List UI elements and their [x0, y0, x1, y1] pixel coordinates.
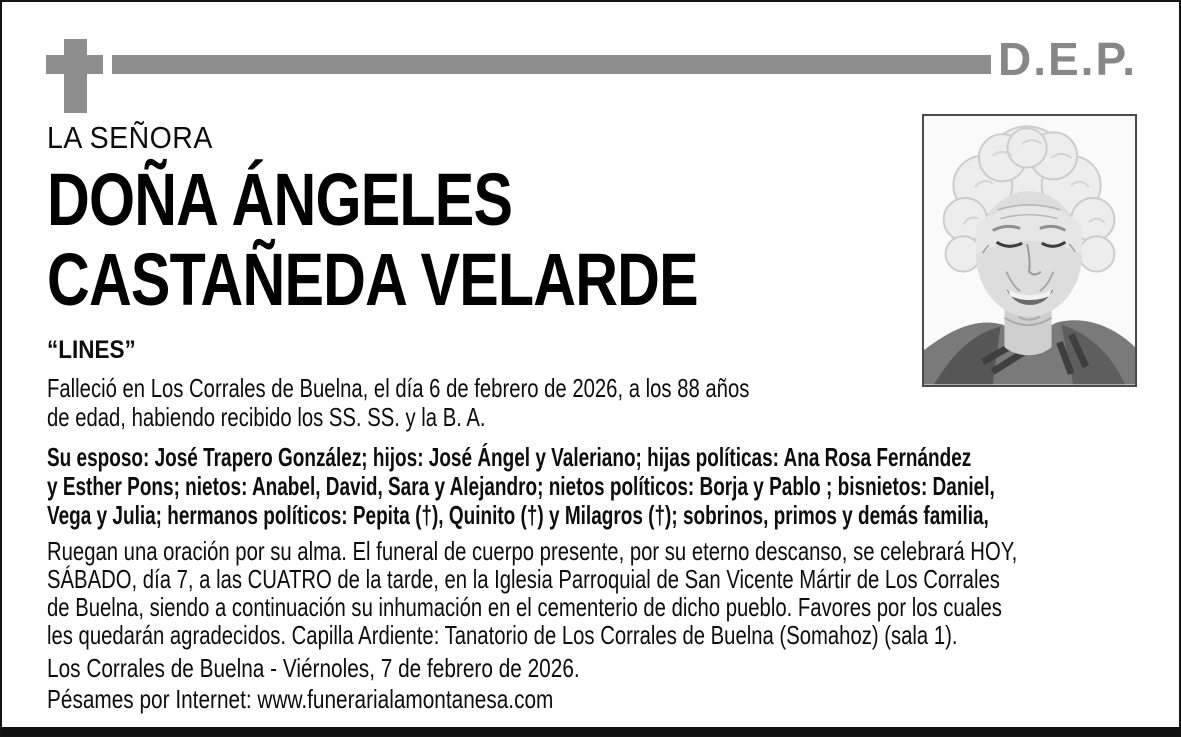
deceased-name-line2: CASTAÑEDA VELARDE: [47, 238, 698, 321]
funeral-details: [47, 537, 1181, 649]
dep-label: D.E.P.: [998, 33, 1137, 85]
cross-icon-arm: [46, 55, 103, 74]
text-line: de Buelna, siendo a continuación su inhumación en el cementerio de dicho pueblo. Favores por los cuales: [47, 592, 1002, 622]
text-line: Su esposo: José Trapero González; hijos: José Ángel y Valeriano; hijas políticas: Ana Rosa Fernández: [47, 442, 972, 472]
deceased-name: [47, 160, 860, 320]
text-line: les quedarán agradecidos. Capilla Ardiente: Tanatorio de Los Corrales de Buelna (Somahoz) (sala 1).: [47, 620, 958, 650]
text-line: y Esther Pons; nietos: Anabel, David, Sara y Alejandro; nietos políticos: Borja y Pablo ; bisnietos: Daniel,: [47, 471, 995, 501]
text-line: Vega y Julia; hermanos políticos: Pepita (†), Quinito (†) y Milagros (†); sobrinos, primos y demás familia,: [47, 500, 989, 530]
deceased-name-line1: DOÑA ÁNGELES: [47, 158, 513, 241]
cross-icon: [64, 39, 87, 113]
dateline: Los Corrales de Buelna - Viérnoles, 7 de febrero de 2026.: [47, 653, 580, 683]
honorific: LA SEÑORA: [47, 120, 213, 155]
portrait-photo-illustration: [924, 116, 1135, 385]
nickname: “LINES”: [47, 336, 136, 364]
text-line: Falleció en Los Corrales de Buelna, el día 6 de febrero de 2026, a los 88 años: [47, 373, 750, 403]
header-rule: [112, 55, 991, 74]
death-announcement: [47, 374, 947, 432]
text-line: SÁBADO, día 7, a las CUATRO de la tarde, en la Iglesia Parroquial de San Vicente Mártir de Los Corrales: [47, 564, 1000, 594]
portrait-photo: [922, 114, 1137, 387]
text-line: Ruegan una oración por su alma. El funeral de cuerpo presente, por su eterno descanso, se celebrará HOY,: [47, 536, 1018, 566]
bottom-border-bar: [2, 727, 1179, 735]
family-list: [47, 443, 1181, 530]
condolences-url: Pésames por Internet: www.funerarialamontanesa.com: [47, 684, 554, 714]
text-line: de edad, habiendo recibido los SS. SS. y la B. A.: [47, 402, 486, 432]
